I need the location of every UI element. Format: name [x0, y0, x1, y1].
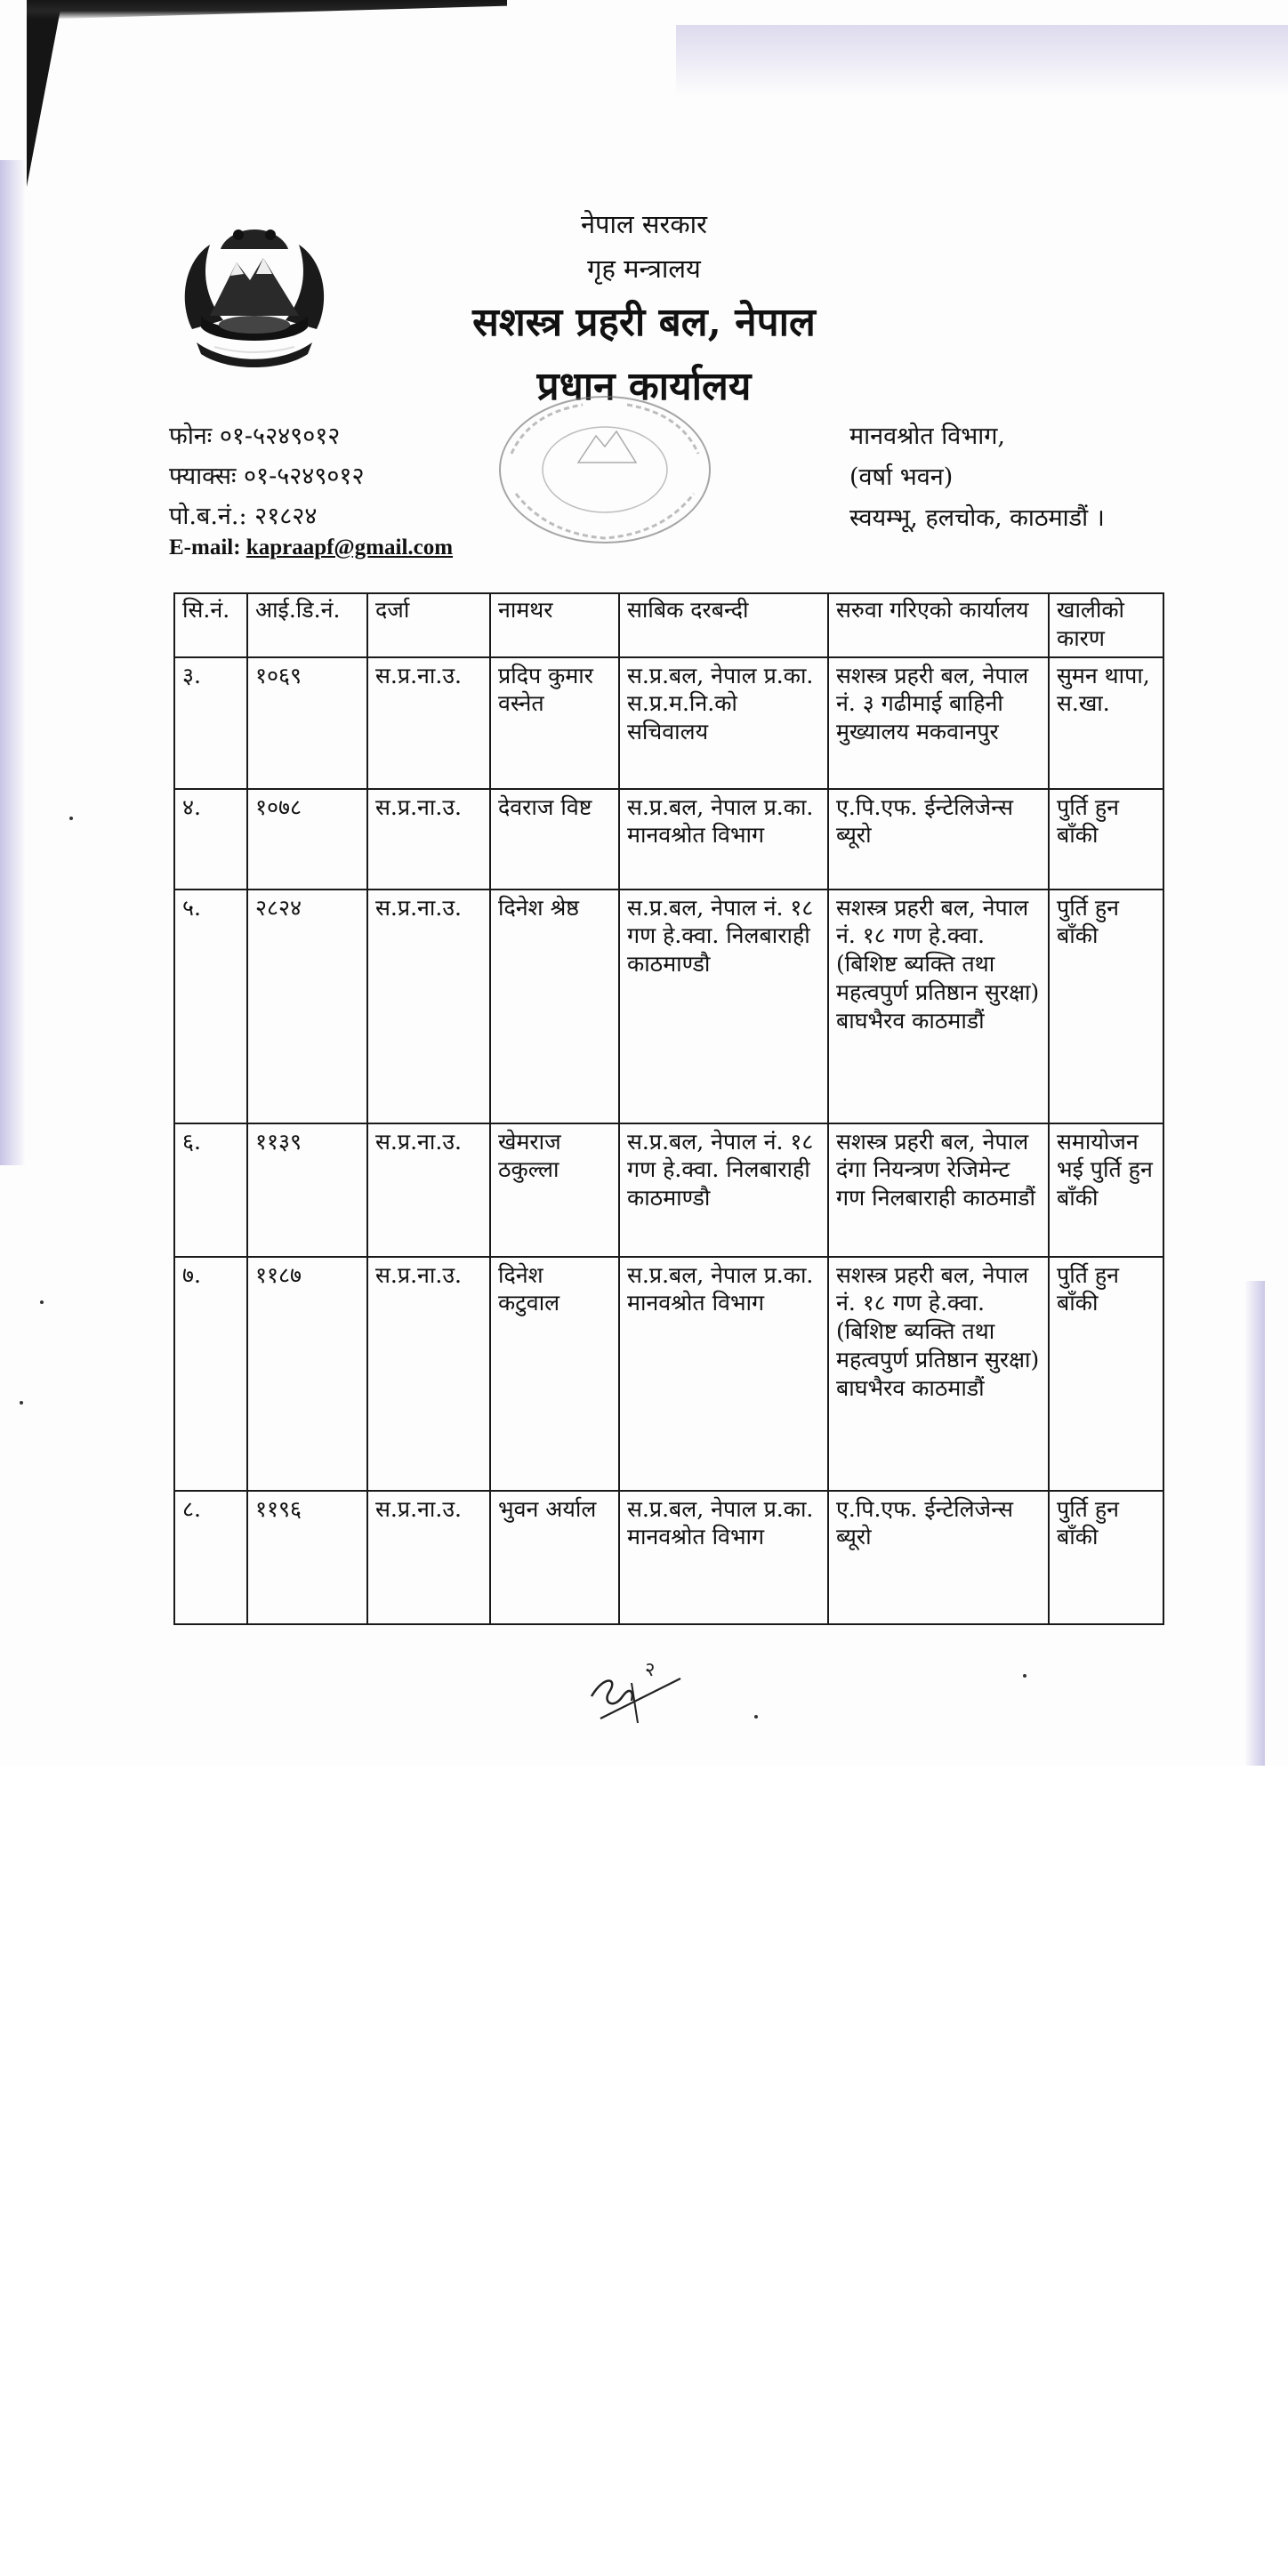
col-header-sn: सि.नं. [174, 593, 247, 657]
cell-sn: ८. [174, 1491, 247, 1624]
scan-speck [754, 1715, 758, 1719]
cell-previous-post: स.प्र.बल, नेपाल प्र.का. स.प्र.म.नि.को सचिवालय [619, 657, 828, 789]
ministry-line: गृह मन्त्रालय [587, 254, 701, 284]
scan-speck [69, 817, 73, 820]
scan-tint-right [1245, 1281, 1265, 1766]
cell-vacancy-reason: सुमन थापा, स.खा. [1049, 657, 1163, 789]
cell-id: २८२४ [247, 890, 367, 1123]
table-row [174, 657, 1163, 789]
scan-speck [40, 1300, 44, 1304]
cell-sn: ४. [174, 789, 247, 890]
cell-name: प्रदिप कुमार वस्नेत [490, 657, 619, 789]
table-row [174, 1123, 1163, 1257]
table-row [174, 890, 1163, 1123]
scan-speck [1023, 1674, 1026, 1678]
scan-shadow-left [27, 0, 62, 187]
cell-id: ११८७ [247, 1257, 367, 1491]
cell-name: भुवन अर्याल [490, 1491, 619, 1624]
cell-rank: स.प्र.ना.उ. [367, 1491, 490, 1624]
email-link[interactable]: kapraapf@gmail.com [246, 535, 454, 559]
po-box: पो.ब.नं.: २१८२४ [169, 503, 318, 530]
cell-sn: ३. [174, 657, 247, 789]
email-label: E-mail: [169, 535, 241, 559]
cell-previous-post: स.प्र.बल, नेपाल प्र.का. मानवश्रोत विभाग [619, 789, 828, 890]
cell-vacancy-reason: पुर्ति हुन बाँकी [1049, 890, 1163, 1123]
cell-name: दिनेश कटुवाल [490, 1257, 619, 1491]
cell-rank: स.प्र.ना.उ. [367, 1123, 490, 1257]
col-header-previous-post: साबिक दरबन्दी [619, 593, 828, 657]
department-name: मानवश्रोत विभाग, [849, 423, 1005, 450]
cell-vacancy-reason: पुर्ति हुन बाँकी [1049, 1257, 1163, 1491]
office-location: स्वयम्भू, हलचोक, काठमाडौं । [849, 504, 1105, 532]
scan-shadow-top [27, 0, 507, 20]
fax-number: फ्याक्सः ०१-५२४९०१२ [169, 463, 365, 490]
col-header-rank: दर्जा [367, 593, 490, 657]
cell-name: दिनेश श्रेष्ठ [490, 890, 619, 1123]
cell-rank: स.प्र.ना.उ. [367, 789, 490, 890]
cell-sn: ७. [174, 1257, 247, 1491]
col-header-name: नामथर [490, 593, 619, 657]
office-heading: प्रधान कार्यालय [536, 364, 752, 409]
cell-previous-post: स.प्र.बल, नेपाल प्र.का. मानवश्रोत विभाग [619, 1257, 828, 1491]
cell-previous-post: स.प्र.बल, नेपाल नं. १८ गण हे.क्वा. निलबाराही काठमाण्डौ [619, 1123, 828, 1257]
cell-transferred-office: सशस्त्र प्रहरी बल, नेपाल दंगा नियन्त्रण रेजिमेन्ट गण निलबाराही काठमाडौं [828, 1123, 1049, 1257]
cell-previous-post: स.प्र.बल, नेपाल नं. १८ गण हे.क्वा. निलबाराही काठमाण्डौ [619, 890, 828, 1123]
cell-name: देवराज विष्ट [490, 789, 619, 890]
cell-transferred-office: ए.पि.एफ. ईन्टेलिजेन्स ब्यूरो [828, 1491, 1049, 1624]
table-row [174, 1491, 1163, 1624]
scan-tint-top [676, 25, 1288, 96]
transfer-table [173, 592, 1164, 1625]
cell-id: ११९६ [247, 1491, 367, 1624]
building-name: (वर्षा भवन) [849, 463, 954, 491]
cell-transferred-office: ए.पि.एफ. ईन्टेलिजेन्स ब्यूरो [828, 789, 1049, 890]
table-row [174, 789, 1163, 890]
col-header-vacancy-reason: खालीको कारण [1049, 593, 1163, 657]
cell-name: खेमराज ठकुल्ला [490, 1123, 619, 1257]
cell-vacancy-reason: पुर्ति हुन बाँकी [1049, 789, 1163, 890]
cell-sn: ५. [174, 890, 247, 1123]
cell-rank: स.प्र.ना.उ. [367, 657, 490, 789]
phone-number: फोनः ०१-५२४९०१२ [169, 423, 341, 450]
table-header-row [174, 593, 1163, 657]
table-row [174, 1257, 1163, 1491]
page-number-mark: २ [645, 1659, 656, 1681]
cell-previous-post: स.प्र.बल, नेपाल प्र.का. मानवश्रोत विभाग [619, 1491, 828, 1624]
cell-vacancy-reason: समायोजन भई पुर्ति हुन बाँकी [1049, 1123, 1163, 1257]
signature-mark [583, 1656, 689, 1727]
cell-transferred-office: सशस्त्र प्रहरी बल, नेपाल नं. १८ गण हे.क्वा. (बिशिष्ट ब्यक्ति तथा महत्वपुर्ण प्रतिष्ठान सुरक्षा) बाघभैरव काठमाडौं [828, 1257, 1049, 1491]
cell-rank: स.प्र.ना.उ. [367, 1257, 490, 1491]
scan-speck [20, 1401, 23, 1405]
cell-transferred-office: सशस्त्र प्रहरी बल, नेपाल नं. १८ गण हे.क्वा. (बिशिष्ट ब्यक्ति तथा महत्वपुर्ण प्रतिष्ठान सुरक्षा) बाघभैरव काठमाडौं [828, 890, 1049, 1123]
cell-sn: ६. [174, 1123, 247, 1257]
email-line [169, 535, 453, 560]
cell-transferred-office: सशस्त्र प्रहरी बल, नेपाल नं. ३ गढीमाई बाहिनी मुख्यालय मकवानपुर [828, 657, 1049, 789]
col-header-transferred-office: सरुवा गरिएको कार्यालय [828, 593, 1049, 657]
office-seal-icon [494, 391, 716, 547]
cell-vacancy-reason: पुर्ति हुन बाँकी [1049, 1491, 1163, 1624]
government-line: नेपाल सरकार [580, 209, 708, 239]
cell-id: ११३९ [247, 1123, 367, 1257]
col-header-id: आई.डि.नं. [247, 593, 367, 657]
cell-rank: स.प्र.ना.उ. [367, 890, 490, 1123]
cell-id: १०६९ [247, 657, 367, 789]
cell-id: १०७८ [247, 789, 367, 890]
force-name-heading: सशस्त्र प्रहरी बल, नेपाल [472, 300, 816, 345]
